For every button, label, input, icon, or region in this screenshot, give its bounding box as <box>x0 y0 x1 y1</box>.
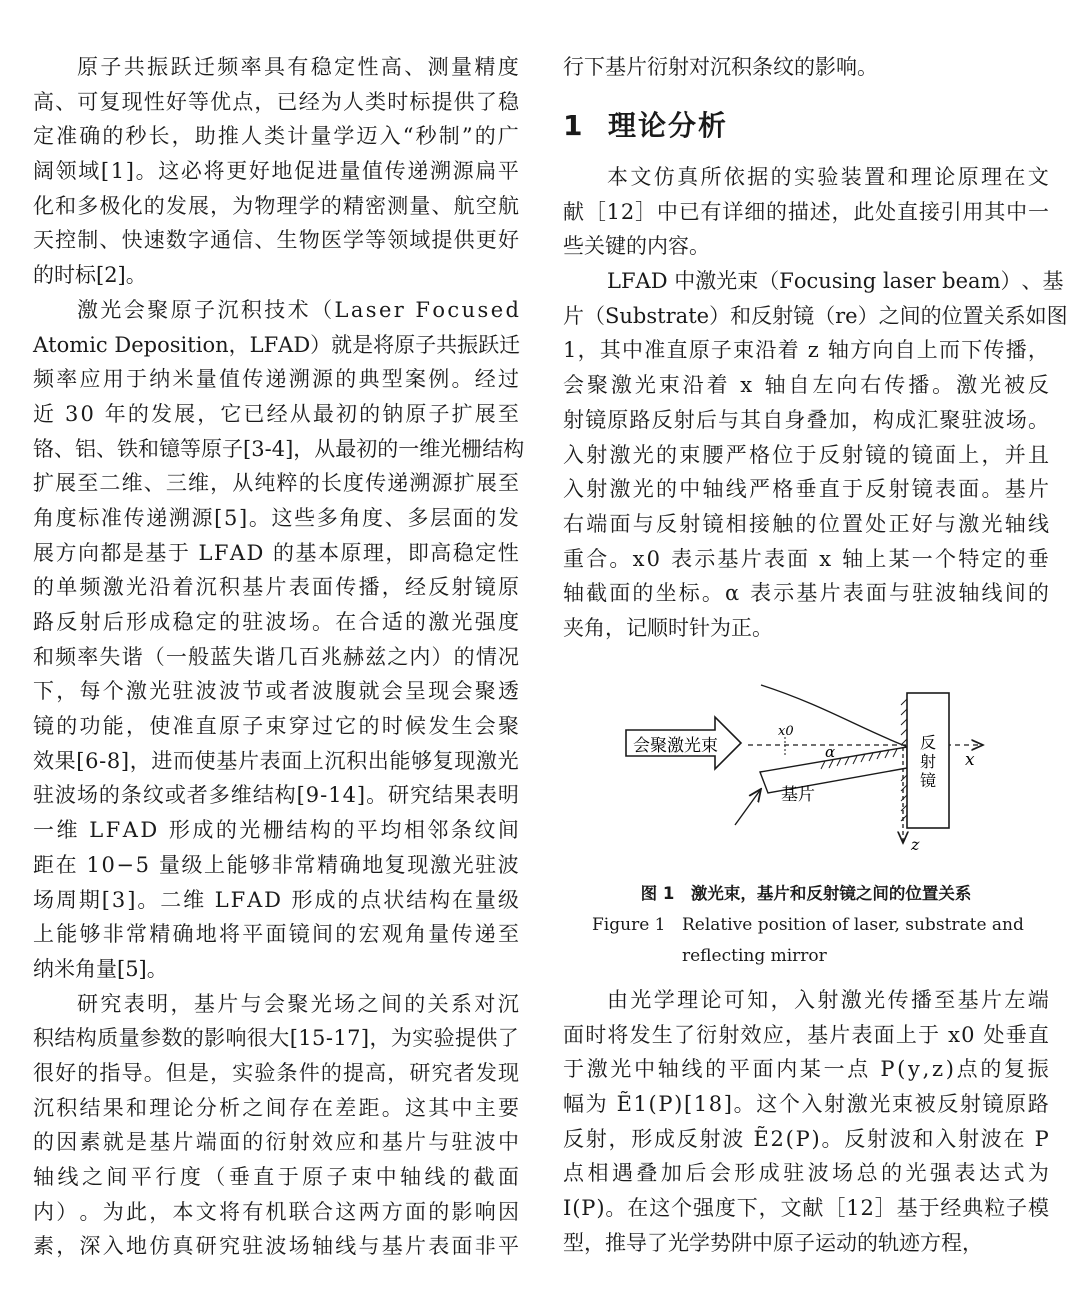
text-line: 上 能 够 非 常 精 确 地 将 平 面 镜 间 的 宏 观 角 量 传 递 至 <box>33 922 519 947</box>
x0-label: x0 <box>778 724 794 739</box>
text-line: 的时标[2]。 <box>33 263 147 288</box>
figure-caption-en <box>592 910 1062 972</box>
text-line: 1 ， 其 中 准 直 原 子 束 沿 着 z 轴 方 向 自 上 而 下 传 播 ， <box>563 338 1049 363</box>
text-line: 下 ， 每 个 激 光 驻 波 波 节 或 者 波 腹 就 会 呈 现 会 聚 透 <box>33 679 519 704</box>
figure-caption-en-text: Relative position of laser, substrate and reflecting mirror <box>682 915 1024 966</box>
right-column-bottom-text <box>563 983 1049 1261</box>
z-axis-label: z <box>911 835 920 854</box>
text-line: 频 率 应 用 于 纳 米 量 值 传 递 溯 源 的 典 型 案 例 。 经 过 <box>33 367 519 392</box>
x-axis-label: x <box>965 750 975 770</box>
text-line: 和 频 率 失 谐 （ 一 般 蓝 失 谐 几 百 兆 赫 兹 之 内 ） 的 情 况 <box>33 644 519 669</box>
text-line: 射 镜 原 路 反 射 后 与 其 自 身 叠 加 ， 构 成 汇 聚 驻 波 场 。 <box>563 407 1049 432</box>
text-line: 沉 积 结 果 和 理 论 分 析 之 间 存 在 差 距 。 这 其 中 主 要 <box>33 1095 519 1120</box>
text-line: 角 度 标 准 传 递 溯 源 [ 5 ] 。 这 些 多 角 度 、 多 层 面 的 发 <box>33 505 519 530</box>
text-line: 右 端 面 与 反 射 镜 相 接 触 的 位 置 处 正 好 与 激 光 轴 线 <box>563 511 1049 536</box>
text-line: 素 ， 深 入 地 仿 真 研 究 驻 波 场 轴 线 与 基 片 表 面 非 平 <box>33 1234 519 1259</box>
text-line: 铬 、 铝 、 铁 和 镱 等 原 子 [ 3 - 4 ] ， 从 最 初 的 一 维 光 栅 结 构 <box>33 436 525 461</box>
text-line: 的 因 素 就 是 基 片 端 面 的 衍 射 效 应 和 基 片 与 驻 波 中 <box>33 1130 519 1155</box>
section-title: 理论分析 <box>608 109 729 142</box>
text-line: 效 果 [ 6 - 8 ] ， 进 而 使 基 片 表 面 上 沉 积 出 能 够 复 现 激 光 <box>33 748 519 773</box>
text-line: 激 光 会 聚 原 子 沉 积 技 术 （ L a s e r F o c u s e d <box>77 297 519 322</box>
text-line: 入 射 激 光 的 束 腰 严 格 位 于 反 射 镜 的 镜 面 上 ， 并 且 <box>563 442 1049 467</box>
section-number: 1 <box>563 109 585 142</box>
text-line: 阔 领 域 [ 1 ] 。 这 必 将 更 好 地 促 进 量 值 传 递 溯 源 扁 平 <box>33 159 519 184</box>
text-line: 些关键的内容。 <box>563 234 710 259</box>
text-line: 很 好 的 指 导 。 但 是 ， 实 验 条 件 的 提 高 ， 研 究 者 发 现 <box>33 1060 519 1085</box>
text-line: 轴 截 面 的 坐 标 。 α 表 示 基 片 表 面 与 驻 波 轴 线 间 的 <box>563 581 1049 606</box>
text-line: 定 准 确 的 秒 长 ， 助 推 人 类 计 量 学 迈 入 “ 秒 制 ” 的 广 <box>33 124 519 149</box>
text-line: 展 方 向 都 是 基 于 L F A D 的 基 本 原 理 ， 即 高 稳 定 性 <box>33 540 519 565</box>
text-line: 点 相 遇 叠 加 后 会 形 成 驻 波 场 总 的 光 强 表 达 式 为 <box>563 1161 1049 1186</box>
text-line: 重 合 。 x 0 表 示 基 片 表 面 x 轴 上 某 一 个 特 定 的 垂 <box>563 546 1049 571</box>
text-line: 驻 波 场 的 条 纹 或 者 多 维 结 构 [ 9 - 1 4 ] 。 研 究 结 果 表 明 <box>33 783 519 808</box>
text-line: 面 时 将 发 生 了 衍 射 效 应 ， 基 片 表 面 上 于 x 0 处 垂 直 <box>563 1022 1049 1047</box>
mirror-label-2: 射 <box>920 752 937 771</box>
text-line: 扩 展 至 二 维 、 三 维 ， 从 纯 粹 的 长 度 传 递 溯 源 扩 展 至 <box>33 471 519 496</box>
text-line: 场 周 期 [ 3 ] 。 二 维 L F A D 形 成 的 点 状 结 构 在 量 级 <box>33 887 519 912</box>
text-line: 入 射 激 光 的 中 轴 线 严 格 垂 直 于 反 射 镜 表 面 。 基 片 <box>563 477 1049 502</box>
text-line: 近 3 0 年 的 发 展 ， 它 已 经 从 最 初 的 钠 原 子 扩 展 至 <box>33 401 519 426</box>
text-line: 研 究 表 明 ， 基 片 与 会 聚 光 场 之 间 的 关 系 对 沉 <box>77 991 519 1016</box>
text-line: 纳米角量[5]。 <box>33 956 168 981</box>
text-line: 积 结 构 质 量 参 数 的 影 响 很 大 [ 1 5 - 1 7 ] ， 为 实 验 提 供 了 <box>33 1026 519 1051</box>
text-line: 行下基片衍射对沉积条纹的影响。 <box>563 55 878 79</box>
text-line: 路 反 射 后 形 成 稳 定 的 驻 波 场 。 在 合 适 的 激 光 强 度 <box>33 610 519 634</box>
text-line: 内 ） 。 为 此 ， 本 文 将 有 机 联 合 这 两 方 面 的 影 响 因 <box>33 1199 519 1224</box>
substrate-label: 基片 <box>781 785 815 805</box>
text-line: 距 在 1 0 − 5 量 级 上 能 够 非 常 精 确 地 复 现 激 光 驻 波 <box>33 852 519 877</box>
text-line: 轴 线 之 间 平 行 度 （ 垂 直 于 原 子 束 中 轴 线 的 截 面 <box>33 1165 519 1189</box>
text-line: 的 单 频 激 光 沿 着 沉 积 基 片 表 面 传 播 ， 经 反 射 镜 原 <box>33 575 519 600</box>
text-line: A t o m i c D e p o s i t i o n ， L F A D ） 就 是 将 原 子 共 振 跃 迁 <box>33 332 521 357</box>
text-line: 化 和 多 极 化 的 发 展 ， 为 物 理 学 的 精 密 测 量 、 航 空 航 <box>33 193 519 218</box>
mirror-label-3: 镜 <box>920 771 937 790</box>
text-line: 反 射 ， 形 成 反 射 波 Ẽ 2 ( P ) 。 反 射 波 和 入 射 波 在 P <box>563 1126 1049 1151</box>
text-line: 型，推导了光学势阱中原子运动的轨迹方程， <box>563 1230 983 1255</box>
right-column-intro-text <box>563 50 1049 85</box>
text-line: 原 子 共 振 跃 迁 频 率 具 有 稳 定 性 高 、 测 量 精 度 <box>77 55 519 79</box>
mirror-label-1: 反 <box>920 733 937 752</box>
figure-caption-zh: 图 1 激光束，基片和反射镜之间的位置关系 <box>640 884 972 903</box>
text-line: 由 光 学 理 论 可 知 ， 入 射 激 光 传 播 至 基 片 左 端 <box>607 988 1049 1012</box>
alpha-label: α <box>825 743 836 761</box>
text-line: 献 ［ 1 2 ］ 中 已 有 详 细 的 描 述 ， 此 处 直 接 引 用 其 中 一 <box>563 199 1049 224</box>
left-column-text <box>33 50 525 1264</box>
text-line: 高 、 可 复 现 性 好 等 优 点 ， 已 经 为 人 类 时 标 提 供 了 稳 <box>33 89 519 114</box>
figure-caption-en-label: Figure 1 <box>592 915 666 935</box>
text-line: 于 激 光 中 轴 线 的 平 面 内 某 一 点 P ( y , z ) 点 的 复 振 <box>563 1057 1049 1082</box>
text-line: 幅 为 Ẽ 1 ( P ) [ 1 8 ] 。 这 个 入 射 激 光 束 被 反 射 镜 原 路 <box>563 1092 1049 1117</box>
text-line: 一 维 L F A D 形 成 的 光 栅 结 构 的 平 均 相 邻 条 纹 间 <box>33 818 519 843</box>
substrate-arrow <box>735 789 761 825</box>
figure-1-diagram <box>563 685 1049 865</box>
section-body-text <box>563 160 1068 646</box>
text-line: L F A D 中 激 光 束 （ F o c u s i n g l a s e r b e a m ） 、 基 <box>607 269 1064 294</box>
text-line: 本 文 仿 真 所 依 据 的 实 验 装 置 和 理 论 原 理 在 文 <box>607 165 1049 189</box>
text-line: 天 控 制 、 快 速 数 字 通 信 、 生 物 医 学 等 领 域 提 供 更 好 <box>33 228 519 253</box>
text-line: 夹角，记顺时针为正。 <box>563 615 773 640</box>
text-line: 镜 的 功 能 ， 使 准 直 原 子 束 穿 过 它 的 时 候 发 生 会 聚 <box>33 714 519 739</box>
section-heading <box>563 104 728 144</box>
text-line: 片 （ S u b s t r a t e ） 和 反 射 镜 （ r e ） 之 间 的 位 置 关 系 如 图 <box>563 303 1068 328</box>
laser-label: 会聚激光束 <box>633 736 718 756</box>
text-line: 会 聚 激 光 束 沿 着 x 轴 自 左 向 右 传 播 。 激 光 被 反 <box>563 373 1049 398</box>
text-line: I ( P ) 。 在 这 个 强 度 下 ， 文 献 ［ 1 2 ］ 基 于 经 典 粒 子 模 <box>563 1196 1049 1221</box>
